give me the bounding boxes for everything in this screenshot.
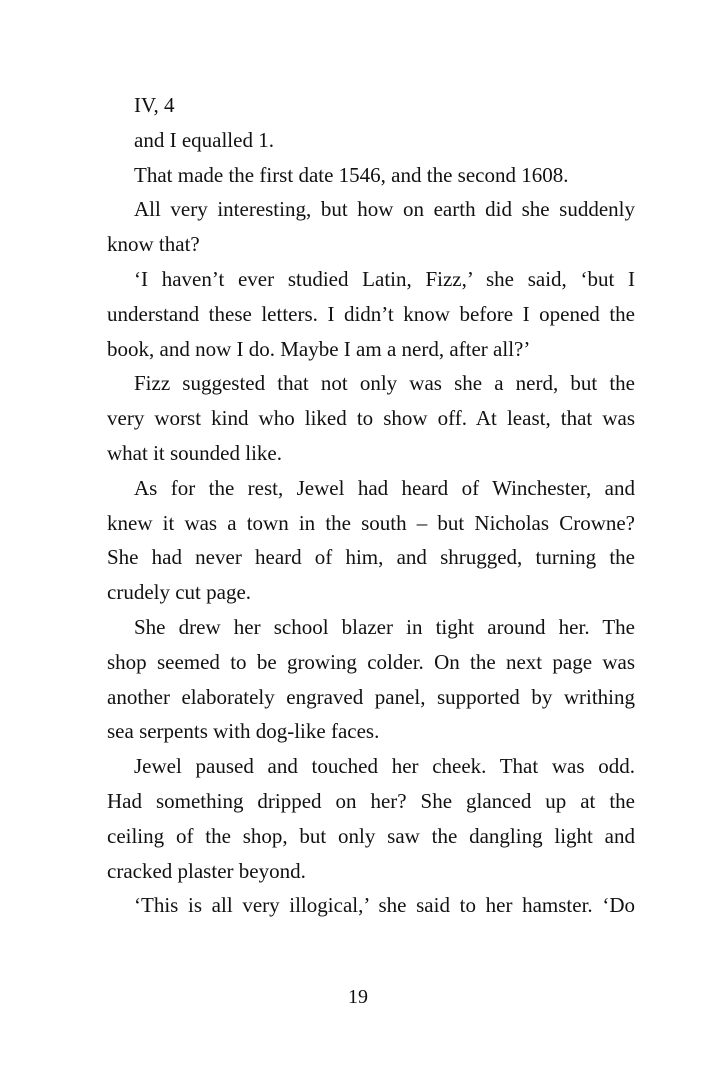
text-line: another elaborately engraved panel, supported by writhing [107, 684, 635, 709]
text-line: book, and now I do. Maybe I am a nerd, after all?’ [107, 336, 531, 361]
text-line: As for the rest, Jewel had heard of Winchester, and [134, 475, 635, 500]
text-line: crudely cut page. [107, 580, 252, 605]
text-line: That made the first date 1546, and the second 1608. [134, 162, 569, 187]
text-line: very worst kind who liked to show off. At least, that was [107, 406, 635, 431]
text-line: know that? [107, 232, 200, 257]
text-line: She drew her school blazer in tight around her. The [134, 614, 635, 639]
text-line: understand these letters. I didn’t know before I opened the [107, 301, 635, 326]
text-line: She had never heard of him, and shrugged, turning the [107, 545, 635, 570]
text-line: cracked plaster beyond. [107, 858, 306, 883]
text-line: shop seemed to be growing colder. On the next page was [107, 649, 635, 674]
text-line: and I equalled 1. [134, 127, 274, 152]
page-body [107, 88, 635, 923]
page-number: 19 [348, 986, 368, 1008]
text-line: ‘This is all very illogical,’ she said to her hamster. ‘Do [134, 893, 635, 918]
text-line: sea serpents with dog-like faces. [107, 719, 380, 744]
text-line: knew it was a town in the south – but Nicholas Crowne? [107, 510, 635, 535]
text-line: ‘I haven’t ever studied Latin, Fizz,’ she said, ‘but I [134, 266, 635, 291]
text-line: All very interesting, but how on earth did she suddenly [134, 197, 635, 222]
text-line: ceiling of the shop, but only saw the dangling light and [107, 823, 635, 848]
text-line: Had something dripped on her? She glanced up at the [107, 788, 635, 813]
text-line: Fizz suggested that not only was she a nerd, but the [134, 371, 635, 396]
text-line: Jewel paused and touched her cheek. That was odd. [134, 754, 635, 779]
text-line: IV, 4 [134, 93, 175, 117]
text-line: what it sounded like. [107, 440, 282, 465]
